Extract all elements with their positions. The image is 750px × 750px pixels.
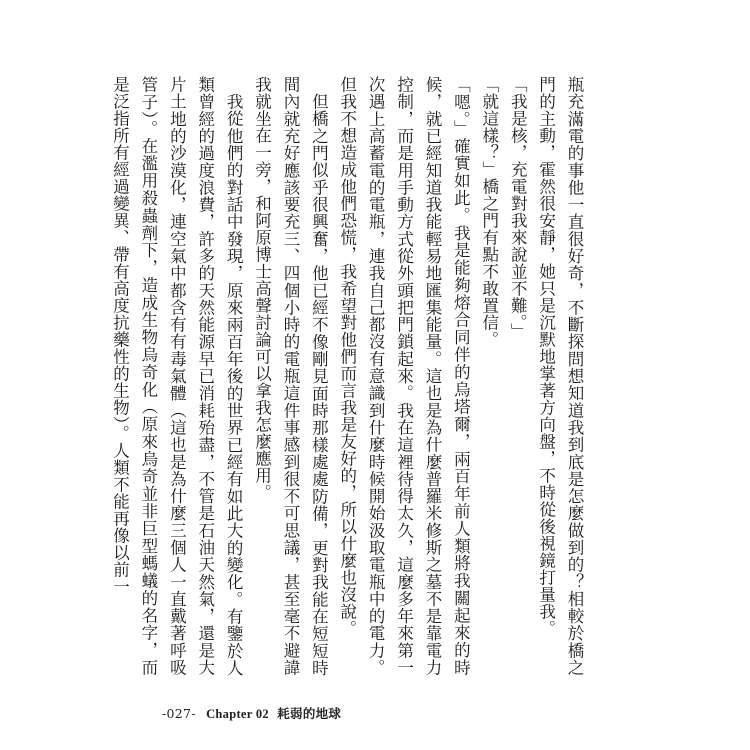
page-footer: [162, 704, 341, 722]
paragraph-4: 「嗯。」確實如此。我是能夠熔合同伴的烏塔爾，兩百年前人類將我關起來的時候，就已經知道我能輕易地匯集能量。這也是為什麼普羅米修斯之墓不是靠電力控制，而是用手動方式從外頭把門鎖起來。我在這裡待得太久，這麼多年來第一次遇上高蓄電的電瓶，連我自己都沒有意識到什麼時候開始汲取電瓶中的電力。但我不想造成他們恐慌，我希望對他們而言我是友好的，所以什麼也沒說。: [337, 76, 471, 676]
chapter-title: 耗弱的地球: [277, 706, 342, 721]
paragraph-5: 但橋之門似乎很興奮，他已經不像剛見面時那樣處處防備，更對我能在短短時間內就充好應該要充三、四個小時的電瓶這件事感到很不可思議，甚至毫不避諱我就坐在一旁，和阿原博士高聲討論可以拿我怎麼應用。: [252, 76, 329, 676]
body-text: [110, 76, 588, 676]
paragraph-3: 「就這樣？」橋之門有點不敢置信。: [479, 76, 499, 348]
paragraph-2: 「我是核，充電對我來說並不難。」: [508, 76, 528, 340]
page-number: -027-: [162, 706, 196, 721]
chapter-label: Chapter 02: [206, 707, 269, 721]
paragraph-1: 瓶充滿電的事他一直很好奇，不斷探問想知道我到底是怎麼做到的？相較於橋之門的主動，霍然很安靜，她只是沉默地掌著方向盤，不時從後視鏡打量我。: [536, 76, 584, 676]
paragraph-6: 我從他們的對話中發現，原來兩百年後的世界已經有如此大的變化。有鑒於人類曾經的過度浪費，許多的天然能源早已消耗殆盡，不管是石油天然氣，還是大片土地的沙漠化，連空氣中都含有有毒氣體（這也是為什麼三個人一直戴著呼吸管子）。在濫用殺蟲劑下，造成生物烏奇化（原來烏奇並非巨型螞蟻的名字，而是泛指所有經過變異、帶有高度抗藥性的生物）。人類不能再像以前一: [110, 76, 244, 676]
